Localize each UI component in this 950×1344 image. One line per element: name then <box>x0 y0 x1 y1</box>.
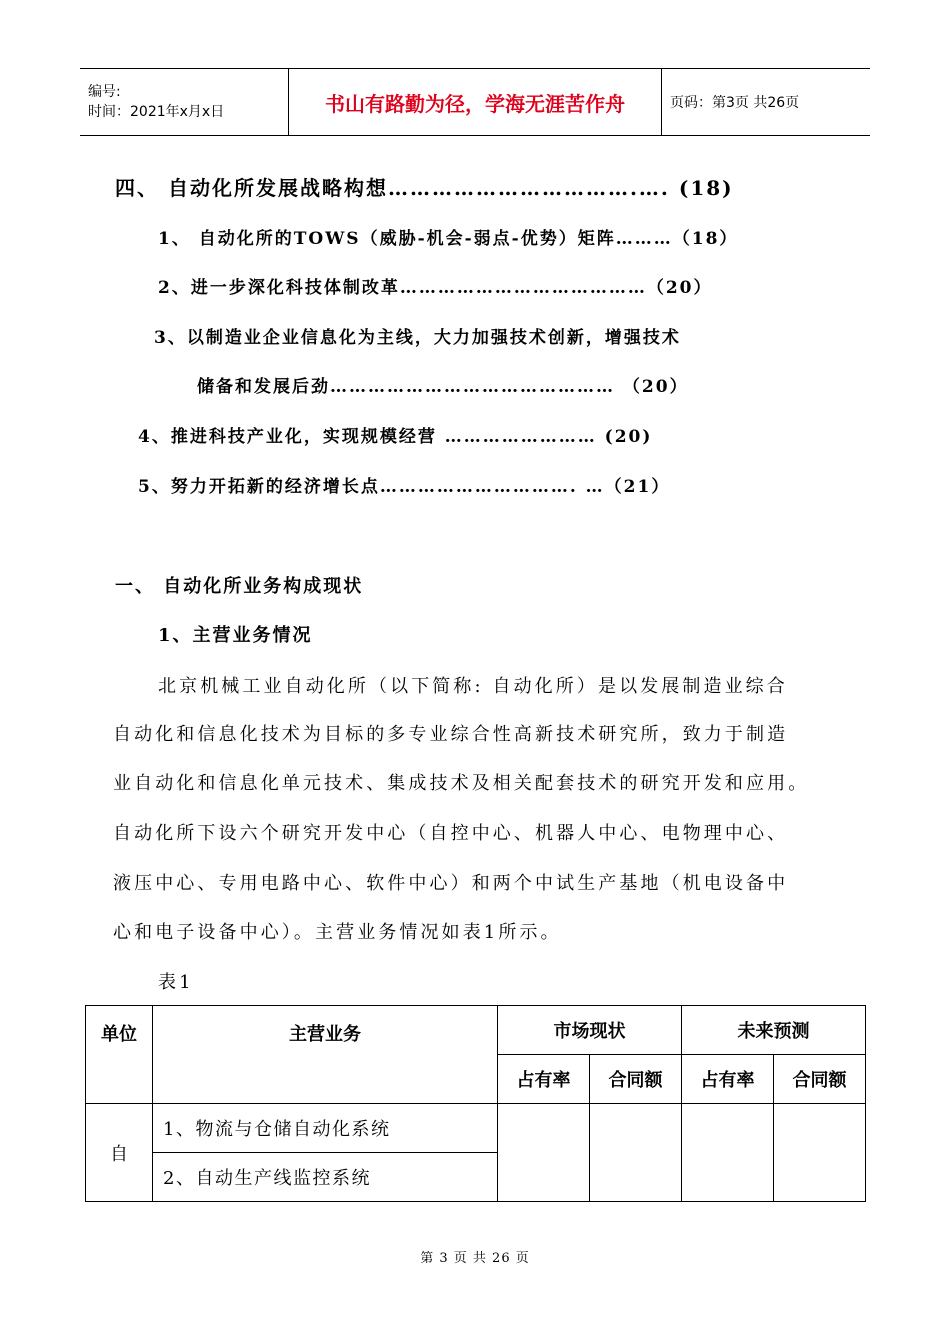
toc-main-entry: 四、 自动化所发展战略构想…………………………….…. (18) <box>115 176 734 200</box>
page-header <box>80 68 870 136</box>
empty-cell <box>774 1104 866 1202</box>
empty-cell <box>682 1104 774 1202</box>
paragraph-line: 业自动化和信息化单元技术、集成技术及相关配套技术的研究开发和应用。 <box>113 773 810 794</box>
paragraph-line: 心和电子设备中心）。主营业务情况如表1所示。 <box>113 922 562 943</box>
header-future-forecast: 未来预测 <box>682 1006 866 1055</box>
business-cell: 1、物流与仓储自动化系统 <box>153 1104 498 1153</box>
business-cell: 2、自动生产线监控系统 <box>153 1153 498 1202</box>
toc-item-3-line2: 储备和发展后劲……………………………………… （20） <box>197 377 689 397</box>
table-row <box>86 1104 866 1153</box>
header-market-status: 市场现状 <box>498 1006 682 1055</box>
toc-item-3-line1: 3、以制造业企业信息化为主线，大力加强技术创新，增强技术 <box>154 328 681 348</box>
section-subtitle: 1、主营业务情况 <box>158 625 313 646</box>
paragraph-line: 自动化所下设六个研究开发中心（自控中心、机器人中心、电物理中心、 <box>113 823 789 844</box>
toc-item-2: 2、进一步深化科技体制改革…………………………………（20） <box>158 278 713 298</box>
page-footer: 第 3 页 共 26 页 <box>420 1251 530 1266</box>
header-business: 主营业务 <box>153 1006 498 1104</box>
section-title: 一、 自动化所业务构成现状 <box>115 576 364 597</box>
toc-item-1: 1、 自动化所的TOWS（威胁-机会-弱点-优势）矩阵………（18） <box>158 229 739 249</box>
header-market-share: 占有率 <box>498 1055 590 1104</box>
empty-cell <box>590 1104 682 1202</box>
business-table <box>85 1005 866 1202</box>
empty-cell <box>498 1104 590 1202</box>
table-caption: 表1 <box>158 972 194 993</box>
paragraph-line: 自动化和信息化技术为目标的多专业综合性高新技术研究所，致力于制造 <box>113 724 789 745</box>
number-label: 编号: <box>88 84 121 100</box>
paragraph-line: 北京机械工业自动化所（以下简称: 自动化所）是以发展制造业综合 <box>158 676 788 697</box>
header-meta <box>80 69 289 136</box>
time-label: 时间：2021年x月x日 <box>88 104 225 120</box>
header-future-share: 占有率 <box>682 1055 774 1104</box>
paragraph-line: 液压中心、专用电路中心、软件中心）和两个中试生产基地（机电设备中 <box>113 873 789 894</box>
header-page-code: 页码：第3页 共26页 <box>662 69 871 136</box>
toc-item-5: 5、努力开拓新的经济增长点…………………………. …（21） <box>138 477 671 497</box>
header-motto: 书山有路勤为径，学海无涯苦作舟 <box>289 69 662 136</box>
header-unit: 单位 <box>86 1006 153 1104</box>
header-market-contract: 合同额 <box>590 1055 682 1104</box>
toc-item-4: 4、推进科技产业化，实现规模经营 …………………… (20) <box>138 427 653 447</box>
header-future-contract: 合同额 <box>774 1055 866 1104</box>
unit-cell: 自 <box>86 1104 153 1202</box>
